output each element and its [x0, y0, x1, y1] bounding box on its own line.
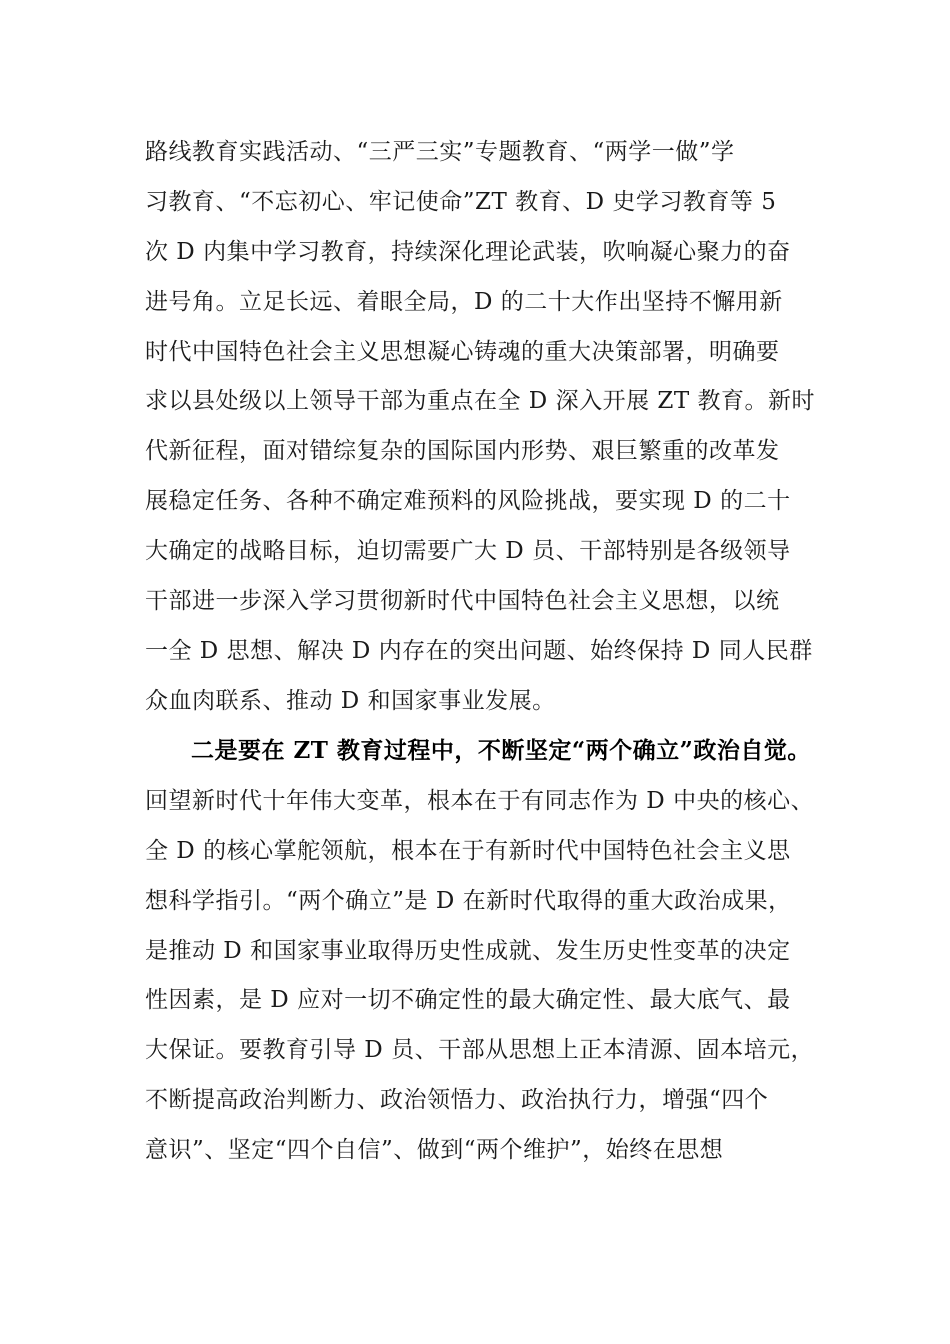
paragraph-line: 性因素，是 D 应对一切不确定性的最大确定性、最大底气、最 — [145, 987, 791, 1014]
paragraph-line: 大确定的战略目标，迫切需要广大 D 员、干部特别是各级领导 — [145, 538, 791, 565]
paragraph-line: 大保证。要教育引导 D 员、干部从思想上正本清源、固本培元， — [145, 1037, 815, 1064]
paragraph-line: 时代中国特色社会主义思想凝心铸魂的重大决策部署，明确要 — [145, 338, 780, 365]
section-heading: 二是要在 ZT 教育过程中，不断坚定“两个确立”政治自觉。 — [191, 737, 811, 764]
paragraph-2 — [145, 732, 815, 1181]
paragraph-line: 次 D 内集中学习教育，持续深化理论武装，吹响凝心聚力的奋 — [145, 238, 791, 265]
paragraph-line: 代新征程，面对错综复杂的国际国内形势、艰巨繁重的改革发 — [145, 438, 780, 465]
paragraph-1 — [145, 133, 816, 732]
paragraph-line: 回望新时代十年伟大变革，根本在于有同志作为 D 中央的核心、 — [145, 787, 815, 814]
paragraph-line: 不断提高政治判断力、政治领悟力、政治执行力，增强“四个 — [145, 1087, 769, 1114]
paragraph-line: 意识”、坚定“四个自信”、做到“两个维护”，始终在思想 — [145, 1137, 724, 1164]
paragraph-line: 路线教育实践活动、“三严三实”专题教育、“两学一做”学 — [145, 139, 735, 165]
paragraph-line: 习教育、“不忘初心、牢记使命”ZT 教育、D 史学习教育等 5 — [145, 188, 777, 215]
paragraph-line: 是推动 D 和国家事业取得历史性成就、发生历史性变革的决定 — [145, 937, 791, 964]
paragraph-line: 求以县处级以上领导干部为重点在全 D 深入开展 ZT 教育。新时 — [145, 388, 816, 415]
paragraph-line: 全 D 的核心掌舵领航，根本在于有新时代中国特色社会主义思 — [145, 837, 791, 864]
paragraph-line: 展稳定任务、各种不确定难预料的风险挑战，要实现 D 的二十 — [145, 488, 791, 515]
paragraph-line: 众血肉联系、推动 D 和国家事业发展。 — [145, 687, 556, 714]
paragraph-line: 想科学指引。“两个确立”是 D 在新时代取得的重大政治成果， — [145, 887, 792, 914]
paragraph-line: 一全 D 思想、解决 D 内存在的突出问题、始终保持 D 同人民群 — [145, 637, 813, 664]
paragraph-line: 干部进一步深入学习贯彻新时代中国特色社会主义思想，以统 — [145, 588, 780, 615]
paragraph-line: 进号角。立足长远、着眼全局，D 的二十大作出坚持不懈用新 — [145, 288, 783, 315]
